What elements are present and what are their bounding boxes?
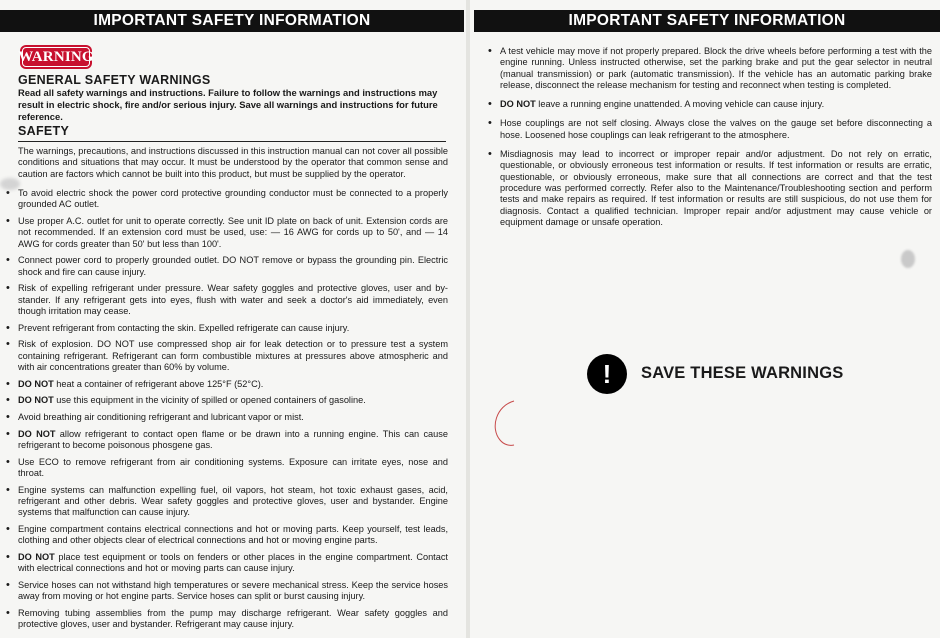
bullet-text: Service hoses can not withstand high temperatures or severe mechanical stress. Keep the service hoses away from moving or hot engine parts. Service hoses can split or burst causing injury. xyxy=(18,579,448,602)
bullet-item xyxy=(6,283,448,317)
scan-smudge xyxy=(0,178,20,190)
bullet-item xyxy=(488,149,932,228)
bullet-text: Engine systems can malfunction expelling fuel, oil vapors, hot steam, hot toxic exhaust gases, acid, refrigerant and other debris. Wear safety goggles and protective gloves, user and bystander. Engine systems that malfunction can cause injury. xyxy=(18,484,448,518)
bullet-text: Avoid breathing air conditioning refrigerant and lubricant vapor or mist. xyxy=(18,411,304,422)
bullet-item xyxy=(6,323,448,334)
bullet-text: Connect power cord to properly grounded outlet. DO NOT remove or bypass the grounding pin. Electric shock and fire can cause injury. xyxy=(18,255,448,277)
general-safety-warnings-title: GENERAL SAFETY WARNINGS xyxy=(18,73,211,87)
bullet-item xyxy=(6,524,448,547)
bullet-text: To avoid electric shock the power cord protective grounding conductor must be connected to a properly grounded AC outlet. xyxy=(18,188,448,210)
left-page-header: IMPORTANT SAFETY INFORMATION xyxy=(0,10,464,32)
bullet-item xyxy=(6,395,448,406)
general-safety-warnings-text: Read all safety warnings and instructions. Failure to follow the warnings and instructions may result in electric shock, fire and/or serious injury. Save all warnings and instructions for future reference. xyxy=(18,87,438,122)
bullet-text: Use ECO to remove refrigerant from air conditioning systems. Exposure can irritate eyes, nose and throat. xyxy=(18,456,448,478)
left-safety-bullet-list xyxy=(6,188,448,636)
bullet-item xyxy=(488,99,932,110)
bullet-item xyxy=(6,429,448,452)
right-safety-bullet-list xyxy=(488,46,932,236)
bullet-text: leave a running engine unattended. A moving vehicle can cause injury. xyxy=(535,99,825,110)
safety-intro-text: The warnings, precautions, and instructions discussed in this instruction manual can not cover all possible conditions and situations that may occur. It must be understood by the operator that common sense and caution are factors which cannot be built into this product, but must be supplied by the operator. xyxy=(18,146,448,179)
bullet-lead: DO NOT xyxy=(18,378,54,389)
bullet-lead: DO NOT xyxy=(500,99,536,110)
bullet-text: Prevent refrigerant from contacting the skin. Expelled refrigerate can cause injury. xyxy=(18,322,350,333)
bullet-text: Risk of expelling refrigerant under pressure. Wear safety goggles and protective gloves, user and by-stander. If any refrigerant gets into eyes, flush with water and seek a doctor's aid immediately, even though irritation may cease. xyxy=(18,283,448,316)
bullet-item xyxy=(6,580,448,603)
warning-badge-icon xyxy=(20,45,92,69)
bullet-text: Use proper A.C. outlet for unit to operate correctly. See unit ID plate on back of unit. Extension cords are not recommended. If an extension cord must be used, use: — 16 AWG for cords up to 50', and — 14 AWG for cords greater than 50' but less than 100'. xyxy=(18,215,448,249)
scan-mark-arc xyxy=(488,398,518,450)
bullet-text: heat a container of refrigerant above 125°F (52°C). xyxy=(53,378,264,389)
bullet-item xyxy=(6,188,448,211)
warning-label: WARNING xyxy=(22,47,90,67)
bullet-item xyxy=(6,608,448,631)
bullet-item xyxy=(6,457,448,480)
bullet-text: Hose couplings are not self closing. Always close the valves on the gauge set before disconnecting a hose. Loosened hose couplings can leak refrigerant to the atmosphere. xyxy=(500,118,932,140)
bullet-text: A test vehicle may move if not properly prepared. Block the drive wheels before performing a test with the engine running. Unless instructed otherwise, set the parking brake and put the gear selector in neutral (manual transmission) or park (automatic transmission). If the vehicle has an automatic parking brake release, disconnect the release mechanism for testing and reconnect when testing is completed. xyxy=(500,46,932,90)
right-page-header: IMPORTANT SAFETY INFORMATION xyxy=(474,10,940,32)
bullet-item xyxy=(6,379,448,390)
bullet-item xyxy=(6,485,448,519)
bullet-lead: DO NOT xyxy=(18,551,55,562)
save-these-warnings-text: SAVE THESE WARNINGS xyxy=(641,364,844,382)
bullet-text: allow refrigerant to contact open flame or be drawn into a running engine. This can cause refrigerant to become poisonous phosgene gas. xyxy=(18,428,448,450)
left-page xyxy=(0,0,466,638)
bullet-lead: DO NOT xyxy=(18,395,54,406)
right-page xyxy=(470,0,940,638)
bullet-lead: DO NOT xyxy=(18,428,56,439)
bullet-item xyxy=(6,255,448,278)
bullet-item xyxy=(6,552,448,575)
bullet-item xyxy=(6,216,448,250)
bullet-text: Engine compartment contains electrical connections and hot or moving parts. Keep yourself, test leads, clothing and other objects clear of electrical connections and hot or moving engine parts. xyxy=(18,523,448,546)
bullet-text: Misdiagnosis may lead to incorrect or improper repair and/or adjustment. Do not rely on erratic, questionable, or obviously erroneous test information or results. If test information or results are erratic, questionable, or obviously erroneous, make sure that all connections are correct and that the test procedure was performed correctly. Refer also to the Maintenance/Troubleshooting section and perform tests and make repairs as required. If test information or results are still suspicious, do not use them for diagnosis. Contact a qualified technician. Improper repair and/or adjustment may cause vehicle or equipment damage or unsafe operation. xyxy=(500,149,932,227)
bullet-item xyxy=(488,46,932,91)
bullet-item xyxy=(6,339,448,373)
exclamation-circle-icon: ! xyxy=(587,354,627,394)
bullet-text: Removing tubing assemblies from the pump may discharge refrigerant. Wear safety goggles and protective gloves, user and bystander. Refrigerant may cause injury. xyxy=(18,607,448,630)
bullet-text: use this equipment in the vicinity of spilled or opened containers of gasoline. xyxy=(53,395,366,406)
bullet-item xyxy=(488,118,932,141)
bullet-text: Risk of explosion. DO NOT use compressed shop air for leak detection or to pressure test a system containing refrigerant. Refrigerant can form combustible mixtures at pressures above atmospheric and with air concentrations greater than 60% by volume. xyxy=(18,339,448,372)
bullet-text: place test equipment or tools on fenders or other places in the engine compartment. Contact with electrical connections and hot or moving parts can cause injury. xyxy=(18,551,448,574)
bullet-item xyxy=(6,412,448,423)
scan-smudge xyxy=(901,250,915,268)
safety-section-title: SAFETY xyxy=(18,124,446,142)
